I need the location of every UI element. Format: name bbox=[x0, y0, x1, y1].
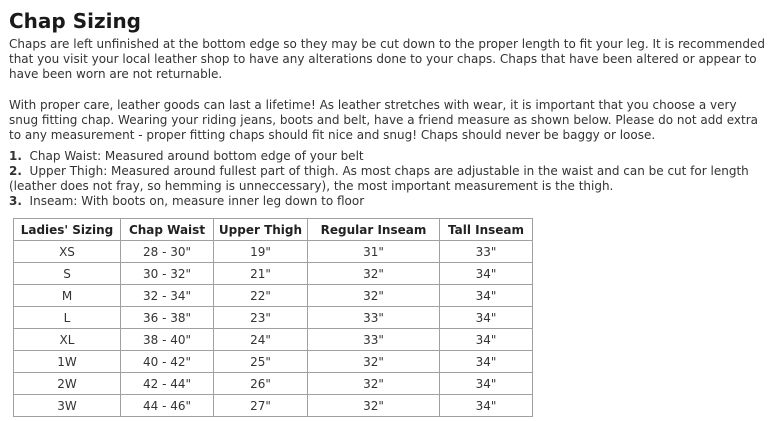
page-title: Chap Sizing bbox=[9, 9, 142, 33]
measurement-cell: 34" bbox=[440, 373, 533, 395]
measurement-cell: 21" bbox=[214, 263, 308, 285]
list-number: 3. bbox=[9, 194, 22, 208]
table-row bbox=[14, 373, 533, 395]
measurement-cell: 34" bbox=[440, 285, 533, 307]
size-cell: XS bbox=[14, 241, 121, 263]
size-cell: S bbox=[14, 263, 121, 285]
measurement-cell: 34" bbox=[440, 307, 533, 329]
measurement-cell: 32" bbox=[308, 263, 440, 285]
table-row bbox=[14, 395, 533, 417]
table-row bbox=[14, 351, 533, 373]
table-row bbox=[14, 307, 533, 329]
measurement-cell: 32" bbox=[308, 351, 440, 373]
list-number: 2. bbox=[9, 164, 22, 178]
size-cell: L bbox=[14, 307, 121, 329]
measurement-cell: 34" bbox=[440, 395, 533, 417]
list-text: Chap Waist: Measured around bottom edge of your belt bbox=[21, 149, 364, 163]
measurement-cell: 33" bbox=[440, 241, 533, 263]
measurement-cell: 23" bbox=[214, 307, 308, 329]
table-row bbox=[14, 285, 533, 307]
table-row bbox=[14, 241, 533, 263]
sizing-table-head bbox=[14, 219, 533, 241]
header-row bbox=[14, 219, 533, 241]
measurement-cell: 34" bbox=[440, 263, 533, 285]
table-row bbox=[14, 263, 533, 285]
measurement-cell: 36 - 38" bbox=[121, 307, 214, 329]
column-header-4: Tall Inseam bbox=[440, 219, 533, 241]
column-header-3: Regular Inseam bbox=[308, 219, 440, 241]
measurement-cell: 33" bbox=[308, 329, 440, 351]
measurement-cell: 42 - 44" bbox=[121, 373, 214, 395]
column-header-0: Ladies' Sizing bbox=[14, 219, 121, 241]
size-cell: M bbox=[14, 285, 121, 307]
size-cell: XL bbox=[14, 329, 121, 351]
list-item-2 bbox=[9, 164, 769, 194]
measurement-cell: 32" bbox=[308, 373, 440, 395]
size-cell: 2W bbox=[14, 373, 121, 395]
measurement-cell: 27" bbox=[214, 395, 308, 417]
size-cell: 3W bbox=[14, 395, 121, 417]
measurement-cell: 24" bbox=[214, 329, 308, 351]
column-header-2: Upper Thigh bbox=[214, 219, 308, 241]
measurement-list bbox=[9, 149, 769, 209]
ladies-sizing-table bbox=[13, 218, 533, 417]
measurement-cell: 44 - 46" bbox=[121, 395, 214, 417]
list-item-1 bbox=[9, 149, 769, 164]
care-paragraph: With proper care, leather goods can last a lifetime! As leather stretches with wear, it is important that you choose a very snug fitting chap. Wearing your riding jeans, boots and belt, have a friend measure as shown below. Please do not add extra to any measurement - proper fitting chaps should fit nice and snug! Chaps should never be baggy or loose. bbox=[9, 98, 759, 142]
size-cell: 1W bbox=[14, 351, 121, 373]
measurement-cell: 30 - 32" bbox=[121, 263, 214, 285]
measurement-cell: 34" bbox=[440, 351, 533, 373]
measurement-cell: 33" bbox=[308, 307, 440, 329]
measurement-cell: 34" bbox=[440, 329, 533, 351]
measurement-cell: 40 - 42" bbox=[121, 351, 214, 373]
sizing-table-body bbox=[14, 241, 533, 417]
measurement-cell: 28 - 30" bbox=[121, 241, 214, 263]
measurement-cell: 19" bbox=[214, 241, 308, 263]
measurement-cell: 32 - 34" bbox=[121, 285, 214, 307]
measurement-cell: 38 - 40" bbox=[121, 329, 214, 351]
list-number: 1. bbox=[9, 149, 22, 163]
table-row bbox=[14, 329, 533, 351]
intro-paragraph: Chaps are left unfinished at the bottom edge so they may be cut down to the proper length to fit your leg. It is recommended that you visit your local leather shop to have any alterations done to your chaps. Chaps that have been altered or appear to have been worn are not returnable. bbox=[9, 37, 765, 81]
list-item-3 bbox=[9, 194, 769, 209]
list-text: Inseam: With boots on, measure inner leg down to floor bbox=[21, 194, 365, 208]
measurement-cell: 26" bbox=[214, 373, 308, 395]
measurement-cell: 32" bbox=[308, 395, 440, 417]
measurement-cell: 32" bbox=[308, 285, 440, 307]
measurement-cell: 25" bbox=[214, 351, 308, 373]
list-text: Upper Thigh: Measured around fullest part of thigh. As most chaps are adjustable in the waist and can be cut for length (leather does not fray, so hemming is unneccessary), the most important measurement is the thigh. bbox=[9, 164, 749, 193]
column-header-1: Chap Waist bbox=[121, 219, 214, 241]
measurement-cell: 22" bbox=[214, 285, 308, 307]
measurement-cell: 31" bbox=[308, 241, 440, 263]
